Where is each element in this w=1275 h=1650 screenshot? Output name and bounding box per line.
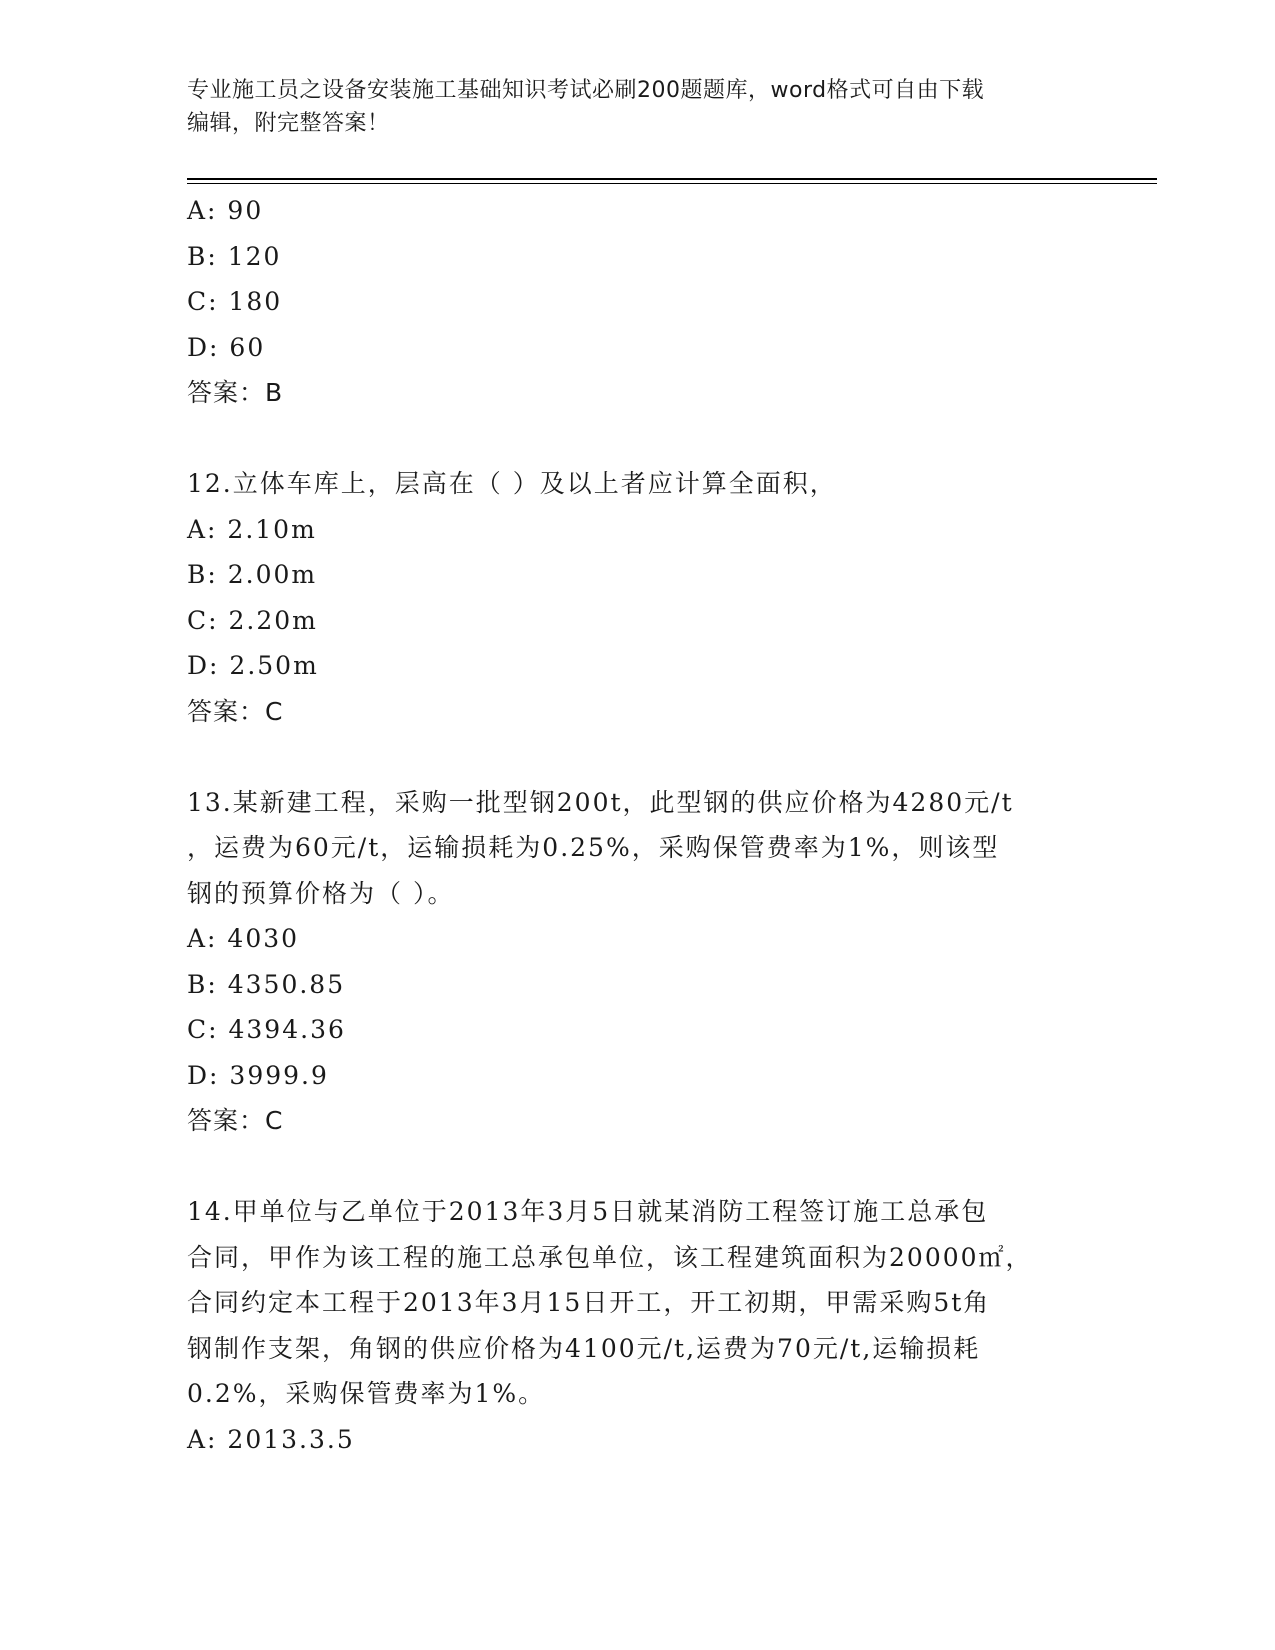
option-d: D: 3999.9 xyxy=(187,1060,329,1090)
document-body xyxy=(187,188,1087,1462)
question-stem: 13.某新建工程，采购一批型钢200t，此型钢的供应价格为4280元/t xyxy=(187,787,1014,817)
option-c: C: 4394.36 xyxy=(187,1015,346,1044)
header-line-1: 专业施工员之设备安装施工基础知识考试必刷200题题库，word格式可自由下载 xyxy=(187,78,985,103)
page-header xyxy=(187,74,1087,140)
spacer xyxy=(187,416,1087,462)
question-stem: 0.2%，采购保管费率为1%。 xyxy=(187,1379,546,1408)
header-line-2: 编辑，附完整答案！ xyxy=(187,111,390,136)
question-stem: 合同约定本工程于2013年3月15日开工，开工初期，甲需采购5t角 xyxy=(187,1288,991,1317)
question-13 xyxy=(187,780,1087,1144)
question-stem: 14.甲单位与乙单位于2013年3月5日就某消防工程签订施工总承包 xyxy=(187,1197,989,1226)
option-b: B: 2.00m xyxy=(187,560,318,589)
question-stem: 合同，甲作为该工程的施工总承包单位，该工程建筑面积为20000㎡， xyxy=(187,1242,1033,1272)
option-d: D: 2.50m xyxy=(187,651,319,680)
answer: 答案：C xyxy=(187,696,284,726)
question-stem: ，运费为60元/t，运输损耗为0.25%，采购保管费率为1%，则该型 xyxy=(187,833,1000,862)
question-stem: 钢制作支架，角钢的供应价格为4100元/t,运费为70元/t,运输损耗 xyxy=(187,1333,981,1363)
question-stem: 钢的预算价格为（ ）。 xyxy=(187,878,455,908)
option-a: A: 90 xyxy=(187,196,264,225)
option-a: A: 2.10m xyxy=(187,514,317,544)
option-d: D: 60 xyxy=(187,332,266,362)
question-11 xyxy=(187,188,1087,416)
answer: 答案：C xyxy=(187,1106,284,1135)
answer: 答案：B xyxy=(187,378,284,407)
option-b: B: 4350.85 xyxy=(187,969,346,999)
spacer xyxy=(187,734,1087,780)
spacer xyxy=(187,1144,1087,1190)
option-a: A: 4030 xyxy=(187,924,300,953)
option-a: A: 2013.3.5 xyxy=(187,1424,355,1454)
option-c: C: 180 xyxy=(187,287,283,316)
question-14 xyxy=(187,1189,1087,1462)
question-stem: 12.立体车库上，层高在（ ）及以上者应计算全面积， xyxy=(187,469,837,498)
header-rule-thick xyxy=(187,178,1157,180)
header-rule-thin xyxy=(187,183,1157,184)
option-b: B: 120 xyxy=(187,241,282,271)
option-c: C: 2.20m xyxy=(187,605,318,635)
question-12 xyxy=(187,461,1087,734)
